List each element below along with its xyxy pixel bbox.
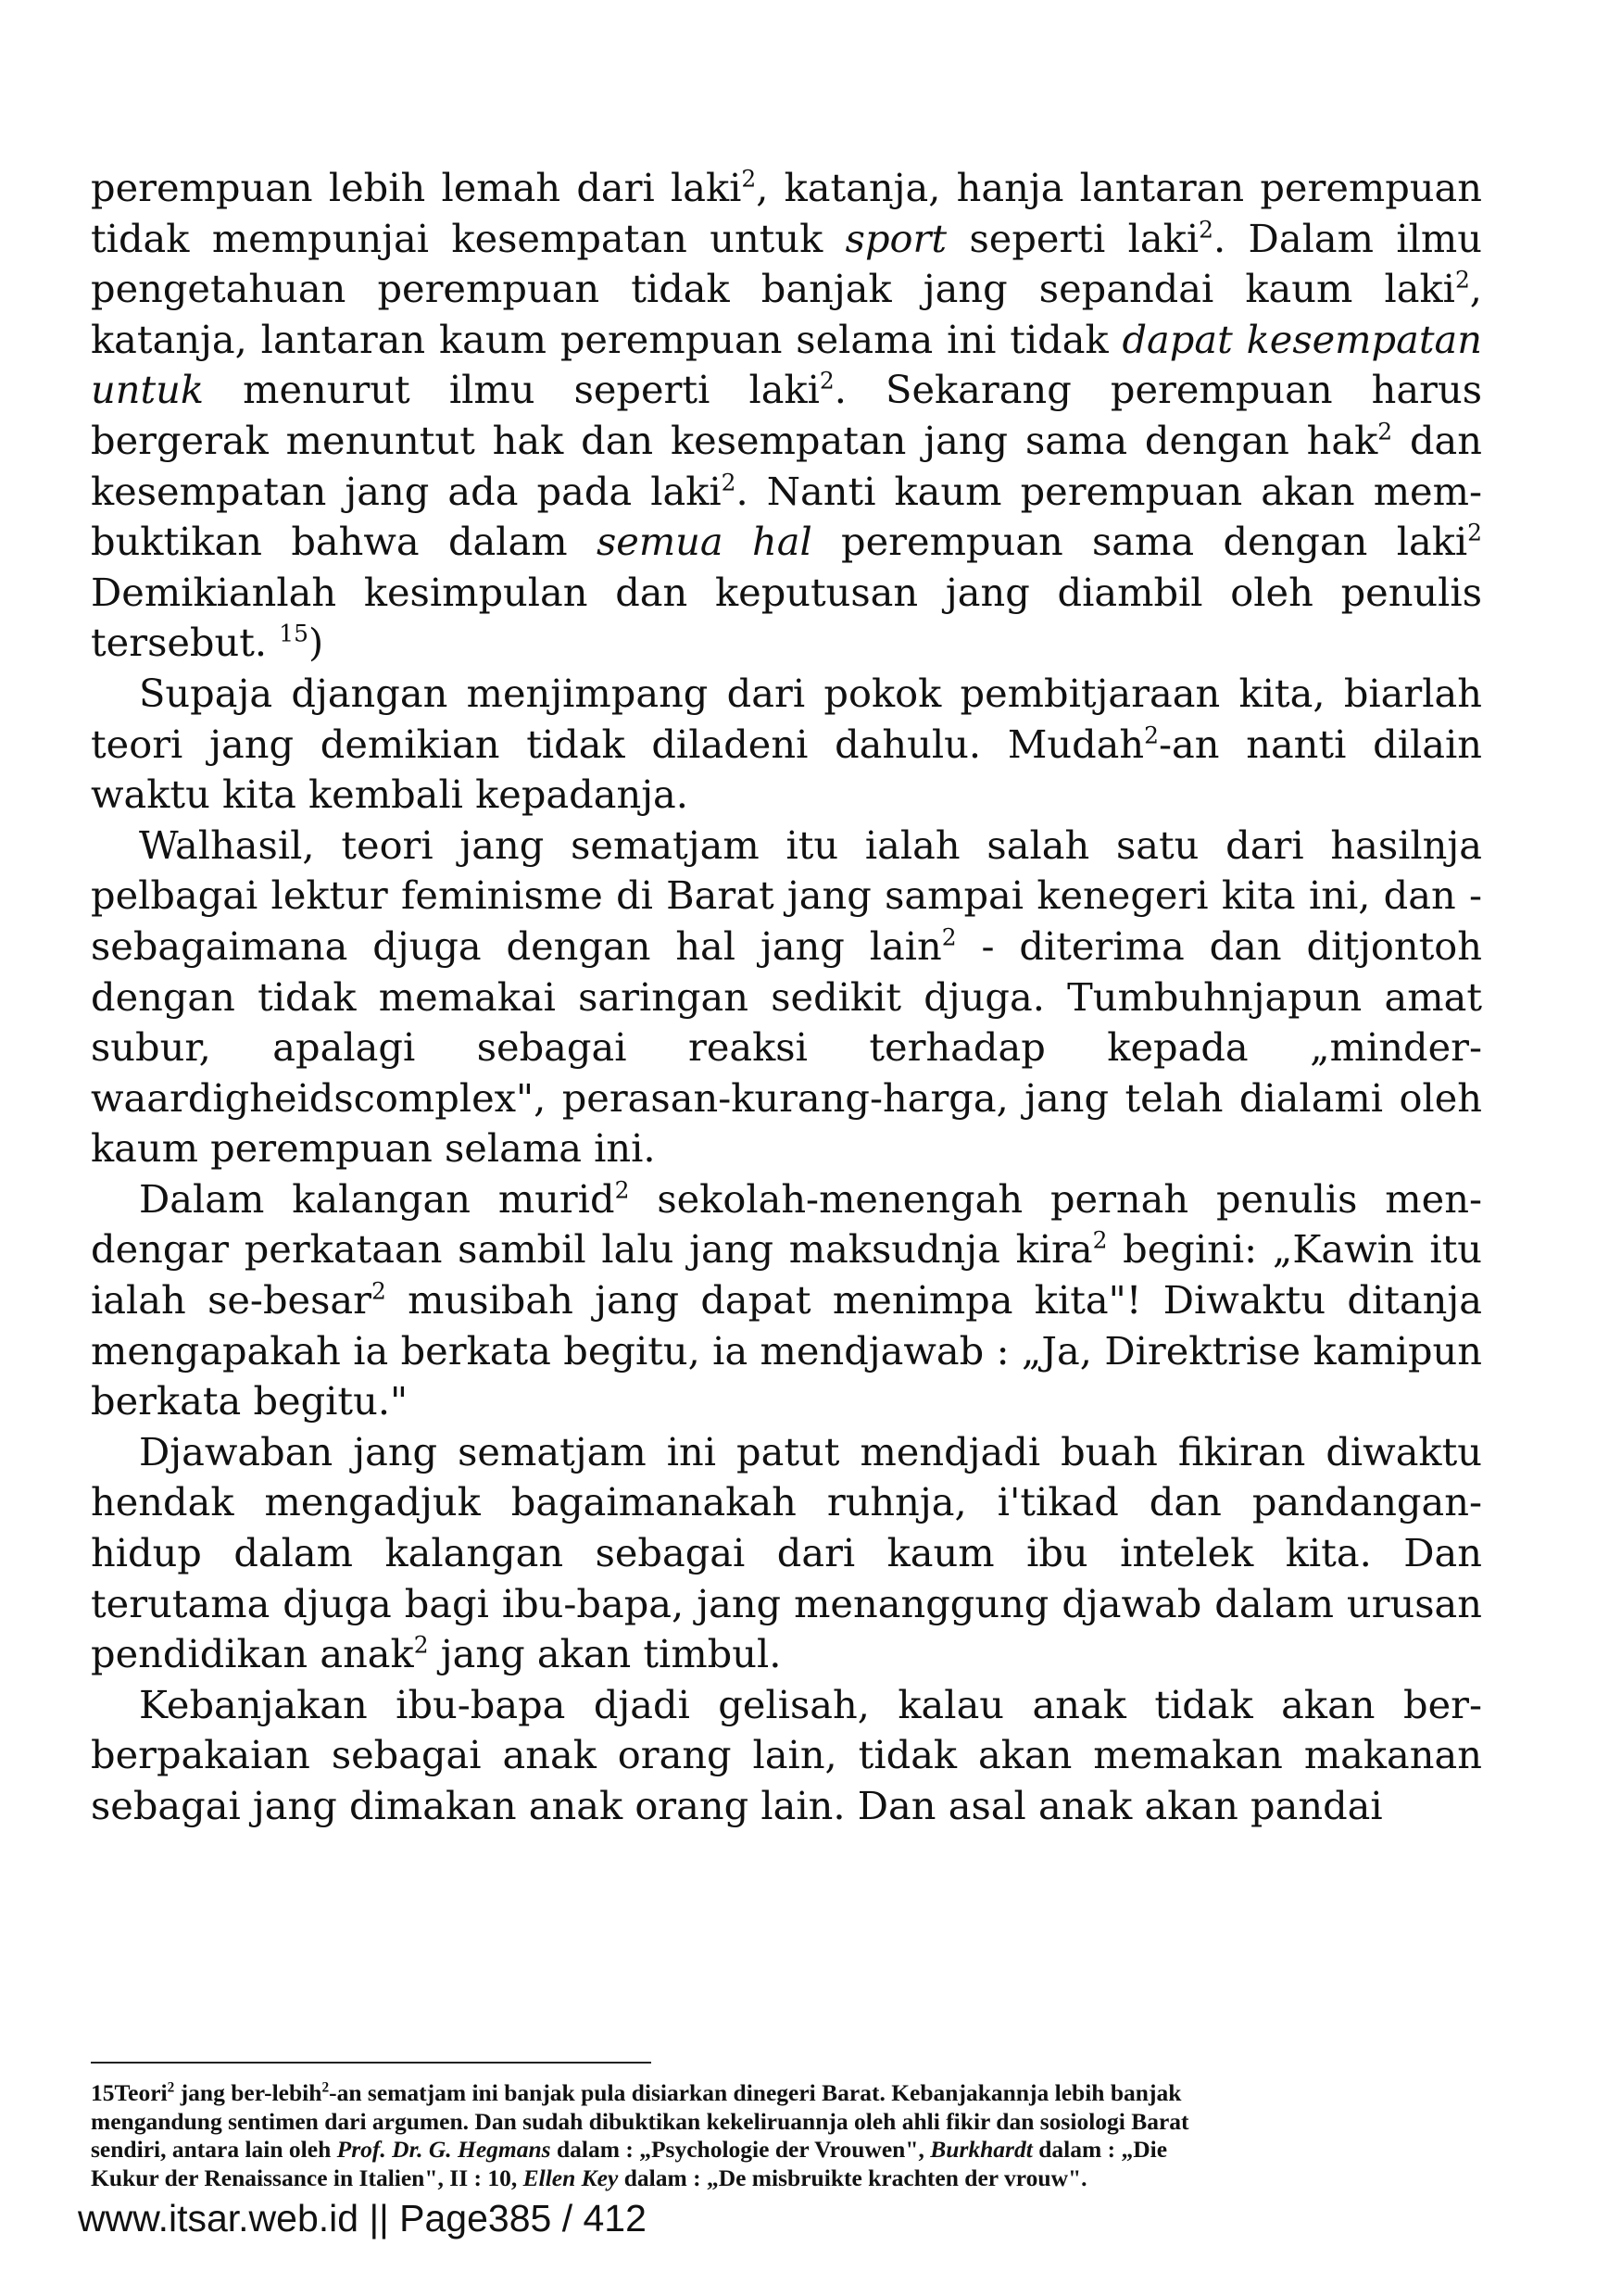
- paragraph-2: Supaja djangan menjimpang dari pokok pembitjaraan kita, biarlah teori jang demikian tidak diladeni dahulu. Mudah$^2$-an nanti dilain waktu kita kembali kepadanja.: [91, 670, 1482, 818]
- page-footer: www.itsar.web.id || Page385 / 412: [78, 2197, 647, 2240]
- paragraph-4: Dalam kalangan murid$^2$ sekolah-menengah pernah penulis mendengar perkataan sambil lalu jang maksudnja kira$^2$ begini: „Kawin itu ialah se-besar$^2$ musibah jang dapat menimpa kita"! Diwaktu ditanja mengapakah ia berkata begitu, ia mendjawab : „Ja, Direktrise kamipun berkata begitu.": [91, 1175, 1483, 1424]
- paragraph-5: Djawaban jang sematjam ini patut mendjadi buah fikiran diwaktu hendak mengadjuk bagaimanakah ruhnja, i'tikad dan pandangan-hidup dalam kalangan sebagai dari kaum ibu intelek kita. Dan terutama djuga bagi ibu-bapa, jang menanggung djawab dalam urusan pendidikan anak$^2$ jang akan timbul.: [91, 1428, 1482, 1677]
- paragraph-3: Walhasil, teori jang sematjam itu ialah salah satu dari hasilnja pelbagai lektur feminisme di Barat jang sampai kenegeri kita ini, dan - sebagaimana djuga dengan hal jang lain$^2$ - diterima dan ditjontoh dengan tidak memakai saringan sedikit djuga. Tumbuhnjapun amat subur, apalagi sebagai reaksi terhadap kepada „minderwaardigheidscomplex", perasan-kurang-harga, jang telah dialami oleh kaum perempuan selama ini.: [91, 822, 1482, 1172]
- footnote-number: 15: [91, 2079, 115, 2106]
- footnote: 15Teori$^2$ jang ber-lebih$^2$-an sematjam ini banjak pula disiarkan dinegeri Barat. Kebanjakannja lebih banjak mengandung sentimen dari argumen. Dan sudah dibuktikan kekeliruannja oleh ahli fikir dan sosiologi Barat sendiri, antara lain oleh Prof. Dr. G. Hegmans dalam : „Psychologie der Vrouwen", Burkhardt dalam : „Die Kukur der Renaissance in Italien", II : 10, Ellen Key dalam : „De misbruikte krachten der vrouw".: [91, 2079, 1189, 2191]
- paragraph-1: perempuan lebih lemah dari laki$^2$, katanja, hanja lantaran perempuan tidak mempunjai kesempatan untuk sport seperti laki$^2$. Dalam ilmu pengetahuan perempuan tidak banjak jang sepandai kaum laki$^2$, katanja, lantaran kaum perempuan selama ini tidak dapat kesempatan untuk menurut ilmu seperti laki$^2$. Sekarang perempuan harus bergerak menuntut hak dan kesempatan jang sama dengan hak$^2$ dan kesempatan jang ada pada laki$^2$. Nanti kaum perempuan akan membuktikan bahwa dalam semua hal perempuan sama dengan laki$^2$ Demikianlah kesimpulan dan keputusan jang diambil oleh penulis tersebut. $^{15}$): [91, 165, 1482, 666]
- paragraph-6: Kebanjakan ibu-bapa djadi gelisah, kalau anak tidak akan berberpakaian sebagai anak orang lain, tidak akan memakan makanan sebagai jang dimakan anak orang lain. Dan asal anak akan pandai: [91, 1681, 1482, 1828]
- footnote-divider: [91, 2062, 651, 2064]
- main-text: [91, 163, 1482, 1832]
- footnote-reference: 15: [279, 620, 308, 647]
